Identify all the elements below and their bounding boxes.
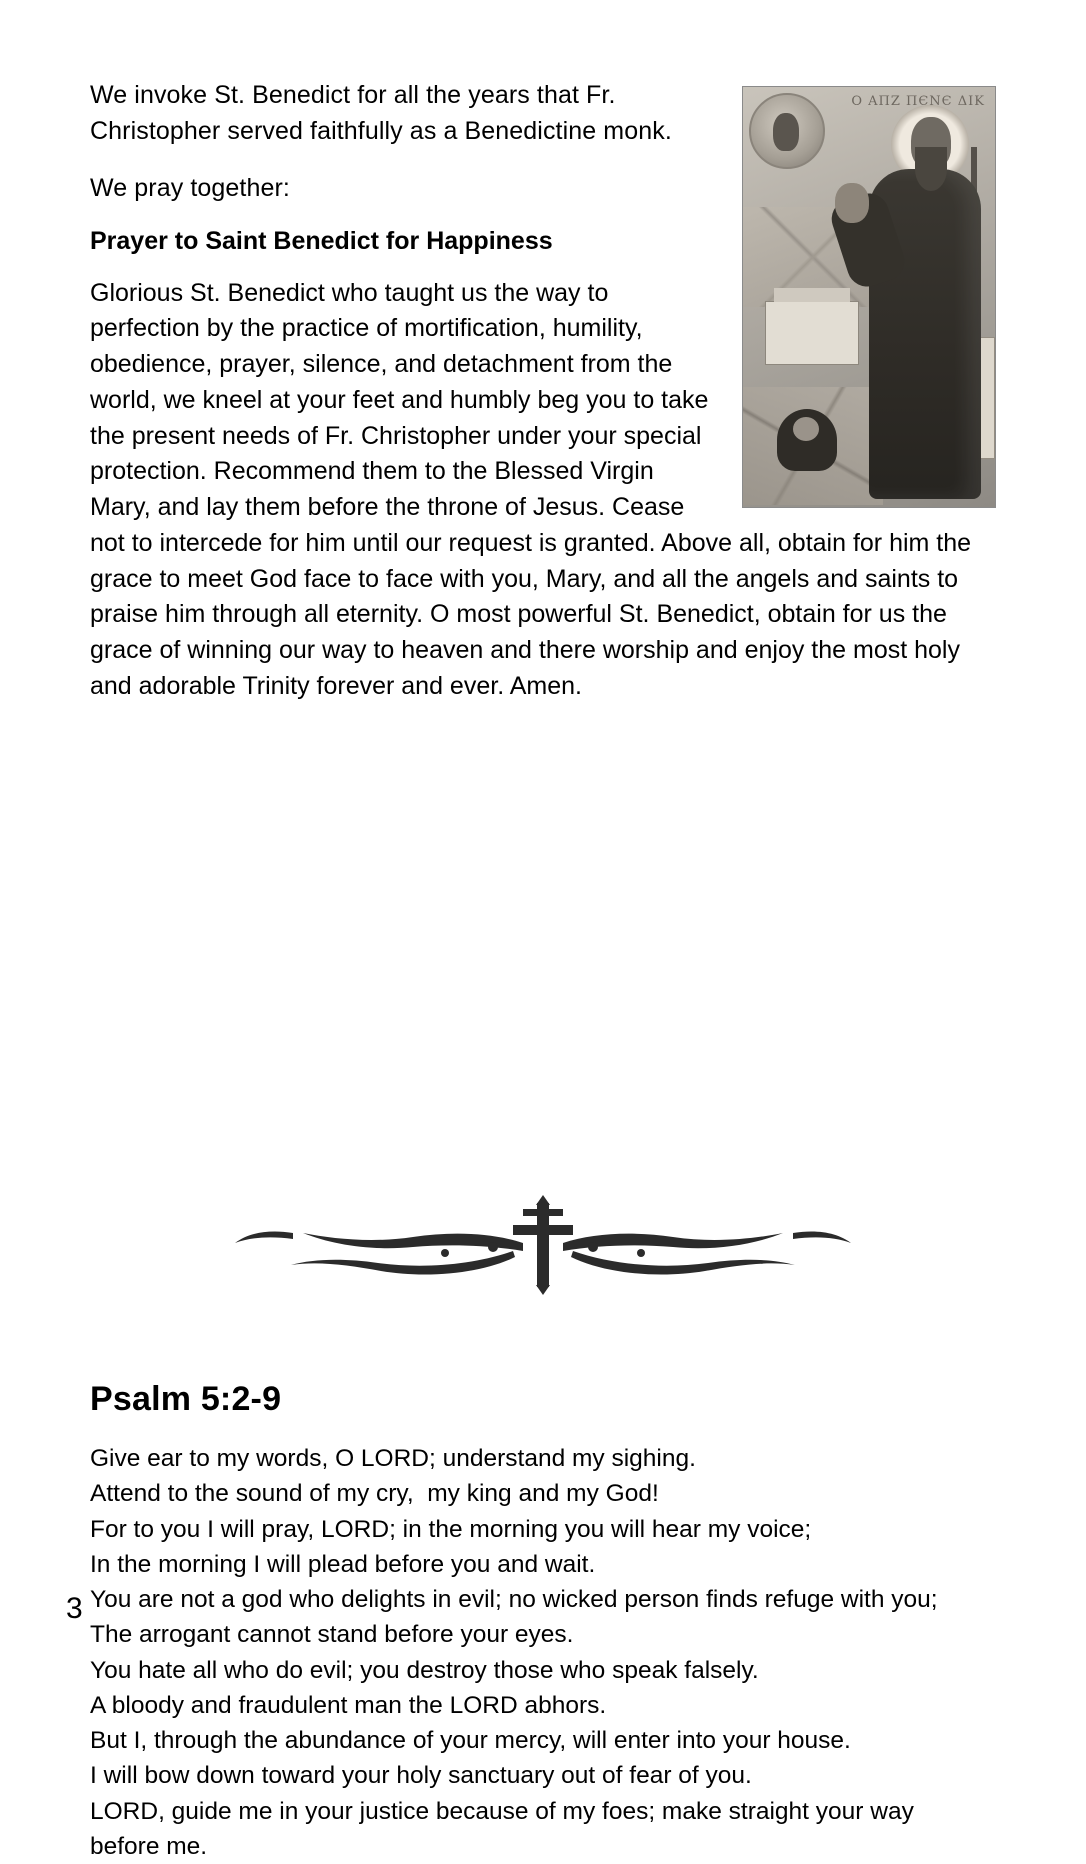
psalm-line: Give ear to my words, O LORD; understand my sighing. [90,1445,696,1472]
psalm-line: In the morning I will plead before you and wait. [90,1550,596,1578]
icon-kneeling-monk [777,409,837,471]
intro-paragraph-2: We pray together: [90,174,290,202]
icon-blessing-hand [835,183,869,223]
psalm-lines [90,1441,990,1864]
psalm-line: But I, through the abundance of your mercy, will enter into your house. [90,1727,851,1755]
psalm-line: You are not a god who delights in evil; no wicked person finds refuge with you; [90,1586,938,1614]
icon-inscription-text: O AΠZ ΠЄNЄ ΔIK [851,94,985,109]
saint-benedict-icon-image [742,86,996,508]
psalm-line: A bloody and fraudulent man the LORD abhors. [90,1691,607,1719]
top-section [90,78,996,705]
icon-monastery-building [765,301,859,365]
psalm-section [90,1380,990,1864]
page-number: 3 [66,1592,83,1625]
psalm-line: For to you I will pray, LORD; in the morning you will hear my voice; [90,1515,812,1543]
psalm-line: You hate all who do evil; you destroy those who speak falsely. [90,1656,759,1684]
intro-paragraph-1: We invoke St. Benedict for all the years that Fr. Christopher served faithfully as a Benedictine monk. [90,81,672,145]
flourish-cross-divider-icon [0,1195,1086,1295]
icon-medallion-figure [749,93,825,169]
psalm-line: Attend to the sound of my cry, my king and my God! [90,1480,659,1508]
icon-beard [915,147,947,191]
prayer-body-text: Glorious St. Benedict who taught us the way to perfection by the practice of mortification, humility, obedience, prayer, silence, and detachment from the world, we kneel at your feet and humbly beg you to take the present needs of Fr. Christopher under your special protection. Recommend them to the Blessed Virgin Mary, and lay them before the throne of Jesus. Cease not to intercede for him until our request is granted. Above all, obtain for him the grace to meet God face to face with you, Mary, and all the angels and saints to praise him through all eternity. O most powerful St. Benedict, obtain for us the grace of winning our way to heaven and there worship and enjoy the most holy and adorable Trinity forever and ever. Amen. [90,278,972,700]
psalm-line: I will bow down toward your holy sanctuary out of fear of you. [90,1762,752,1790]
psalm-title: Psalm 5:2-9 [90,1380,282,1418]
psalm-line: LORD, guide me in your justice because of my foes; make straight your way before me. [90,1797,921,1860]
psalm-line: The arrogant cannot stand before your eyes. [90,1621,574,1649]
prayer-heading: Prayer to Saint Benedict for Happiness [90,226,553,255]
